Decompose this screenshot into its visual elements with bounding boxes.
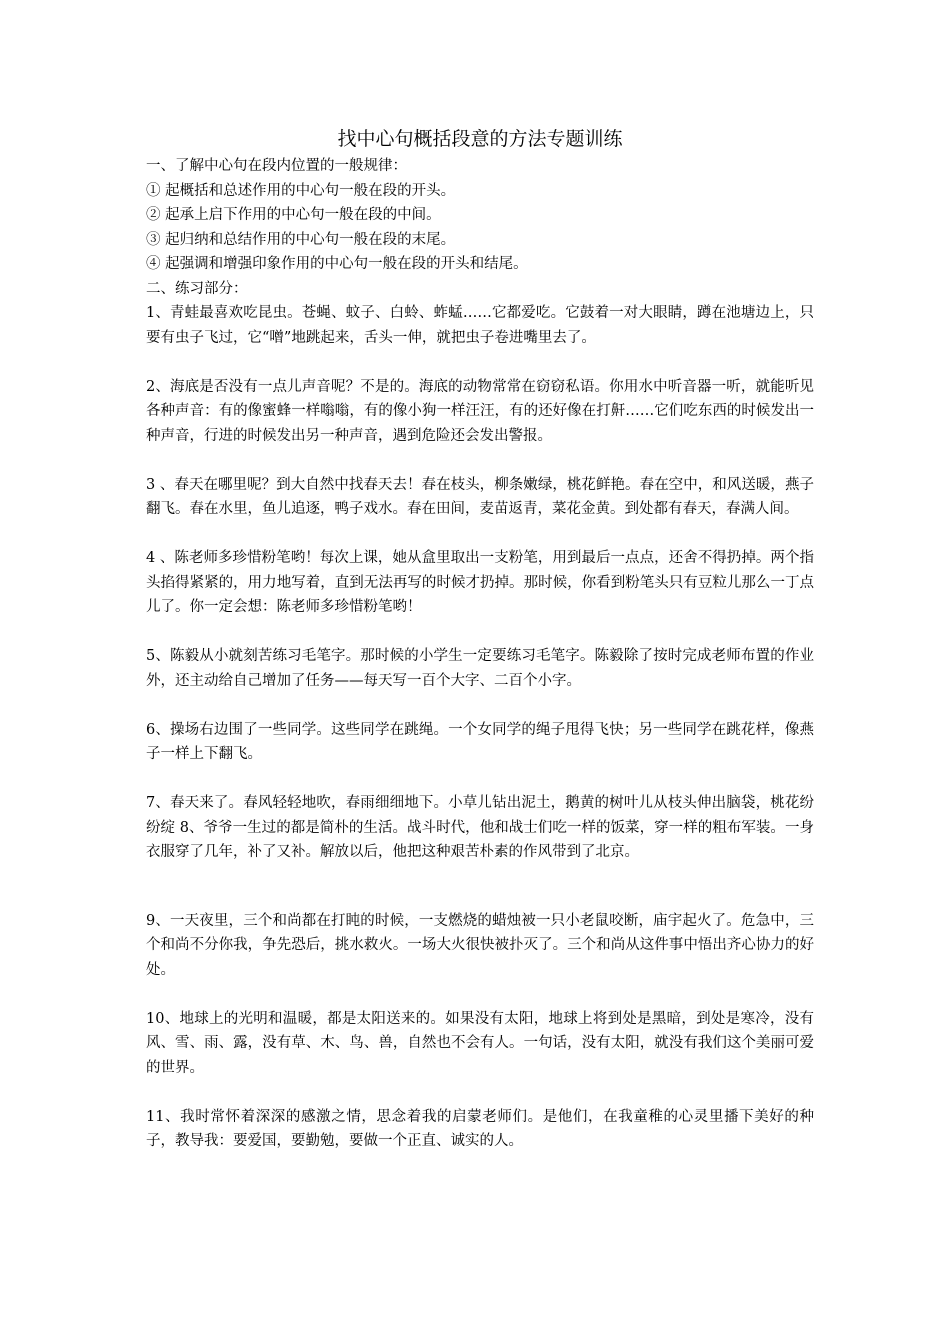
rule-item: ④ 起强调和增强印象作用的中心句一般在段的开头和结尾。	[146, 256, 528, 272]
paragraph-spacer	[146, 522, 814, 547]
document-body	[146, 124, 814, 1154]
exercise-paragraph: 10、地球上的光明和温暖，都是太阳送来的。如果没有太阳，地球上将到处是黑暗，到处是寒冷，没有风、雪、雨、露，没有草、木、鸟、兽，自然也不会有人。一句话，没有太阳，就没有我们这个美丽可爱的世界。	[146, 1010, 814, 1076]
exercise-paragraph: 2、海底是否没有一点儿声音呢？不是的。海底的动物常常在窃窃私语。你用水中听音器一听，就能听见各种声音：有的像蜜蜂一样嗡嗡，有的像小狗一样汪汪，有的还好像在打鼾……它们吃东西的时候发出一种声音，行进的时候发出另一种声音，遇到危险还会发出警报。	[146, 378, 814, 444]
paragraph-spacer	[146, 982, 814, 1007]
paragraph-spacer	[146, 767, 814, 792]
section-heading-exercises: 二、练习部分：	[146, 280, 248, 297]
rule-item: ③ 起归纳和总结作用的中心句一般在段的末尾。	[146, 231, 456, 248]
section-heading-rules: 一、了解中心句在段内位置的一般规律：	[146, 158, 407, 174]
rule-item: ① 起概括和总述作用的中心句一般在段的开头。	[146, 182, 456, 199]
paragraph-spacer	[146, 620, 814, 645]
exercise-paragraph: 7、春天来了。春风轻轻地吹，春雨细细地下。小草儿钻出泥土，鹅黄的树叶儿从枝头伸出脑袋，桃花纷纷绽 8、爷爷一生过的都是简朴的生活。战斗时代，他和战士们吃一样的饭菜，穿一样的粗布军装。一身衣服穿了几年，补了又补。解放以后，他把这种艰苦朴素的作风带到了北京。	[146, 795, 814, 860]
paragraph-spacer	[146, 1080, 814, 1105]
exercise-paragraph: 6、操场右边围了一些同学。这些同学在跳绳。一个女同学的绳子甩得飞快；另一些同学在跳花样，像燕子一样上下翻飞。	[146, 721, 814, 762]
exercise-paragraph: 5、陈毅从小就刻苦练习毛笔字。那时候的小学生一定要练习毛笔字。陈毅除了按时完成老师布置的作业外，还主动给自己增加了任务——每天写一百个大字、二百个小字。	[146, 648, 814, 689]
exercise-paragraph: 4 、陈老师多珍惜粉笔哟！每次上课，她从盒里取出一支粉笔，用到最后一点点，还舍不得扔掉。两个指头掐得紧紧的，用力地写着，直到无法再写的时候才扔掉。那时候，你看到粉笔头只有豆粒儿那么一丁点儿了。你一定会想：陈老师多珍惜粉笔哟！	[146, 550, 814, 615]
paragraph-spacer	[146, 448, 814, 473]
paragraph-spacer	[146, 693, 814, 718]
paragraph-spacer	[146, 865, 814, 909]
exercise-paragraph: 1、青蛙最喜欢吃昆虫。苍蝇、蚊子、白蛉、蚱蜢……它都爱吃。它鼓着一对大眼睛，蹲在池塘边上，只要有虫子飞过，它“噌”地跳起来，舌头一伸，就把虫子卷进嘴里去了。	[146, 305, 814, 346]
document-title: 找中心句概括段意的方法专题训练	[337, 128, 623, 150]
exercise-paragraph: 11、我时常怀着深深的感激之情，思念着我的启蒙老师们。是他们，在我童稚的心灵里播下美好的种子，教导我：要爱国，要勤勉，要做一个正直、诚实的人。	[146, 1108, 814, 1149]
paragraph-spacer	[146, 350, 814, 375]
exercise-paragraph: 9、一天夜里，三个和尚都在打盹的时候，一支燃烧的蜡烛被一只小老鼠咬断，庙宇起火了。危急中，三个和尚不分你我，争先恐后，挑水救火。一场大火很快被扑灭了。三个和尚从这件事中悟出齐心协力的好处。	[146, 912, 814, 978]
exercise-paragraph: 3 、春天在哪里呢？到大自然中找春天去！春在枝头，柳条嫩绿，桃花鲜艳。春在空中，和风送暖，燕子翻飞。春在水里，鱼儿追逐，鸭子戏水。春在田间，麦苗返青，菜花金黄。到处都有春天，春满人间。	[146, 476, 814, 517]
rule-item: ② 起承上启下作用的中心句一般在段的中间。	[146, 207, 441, 223]
